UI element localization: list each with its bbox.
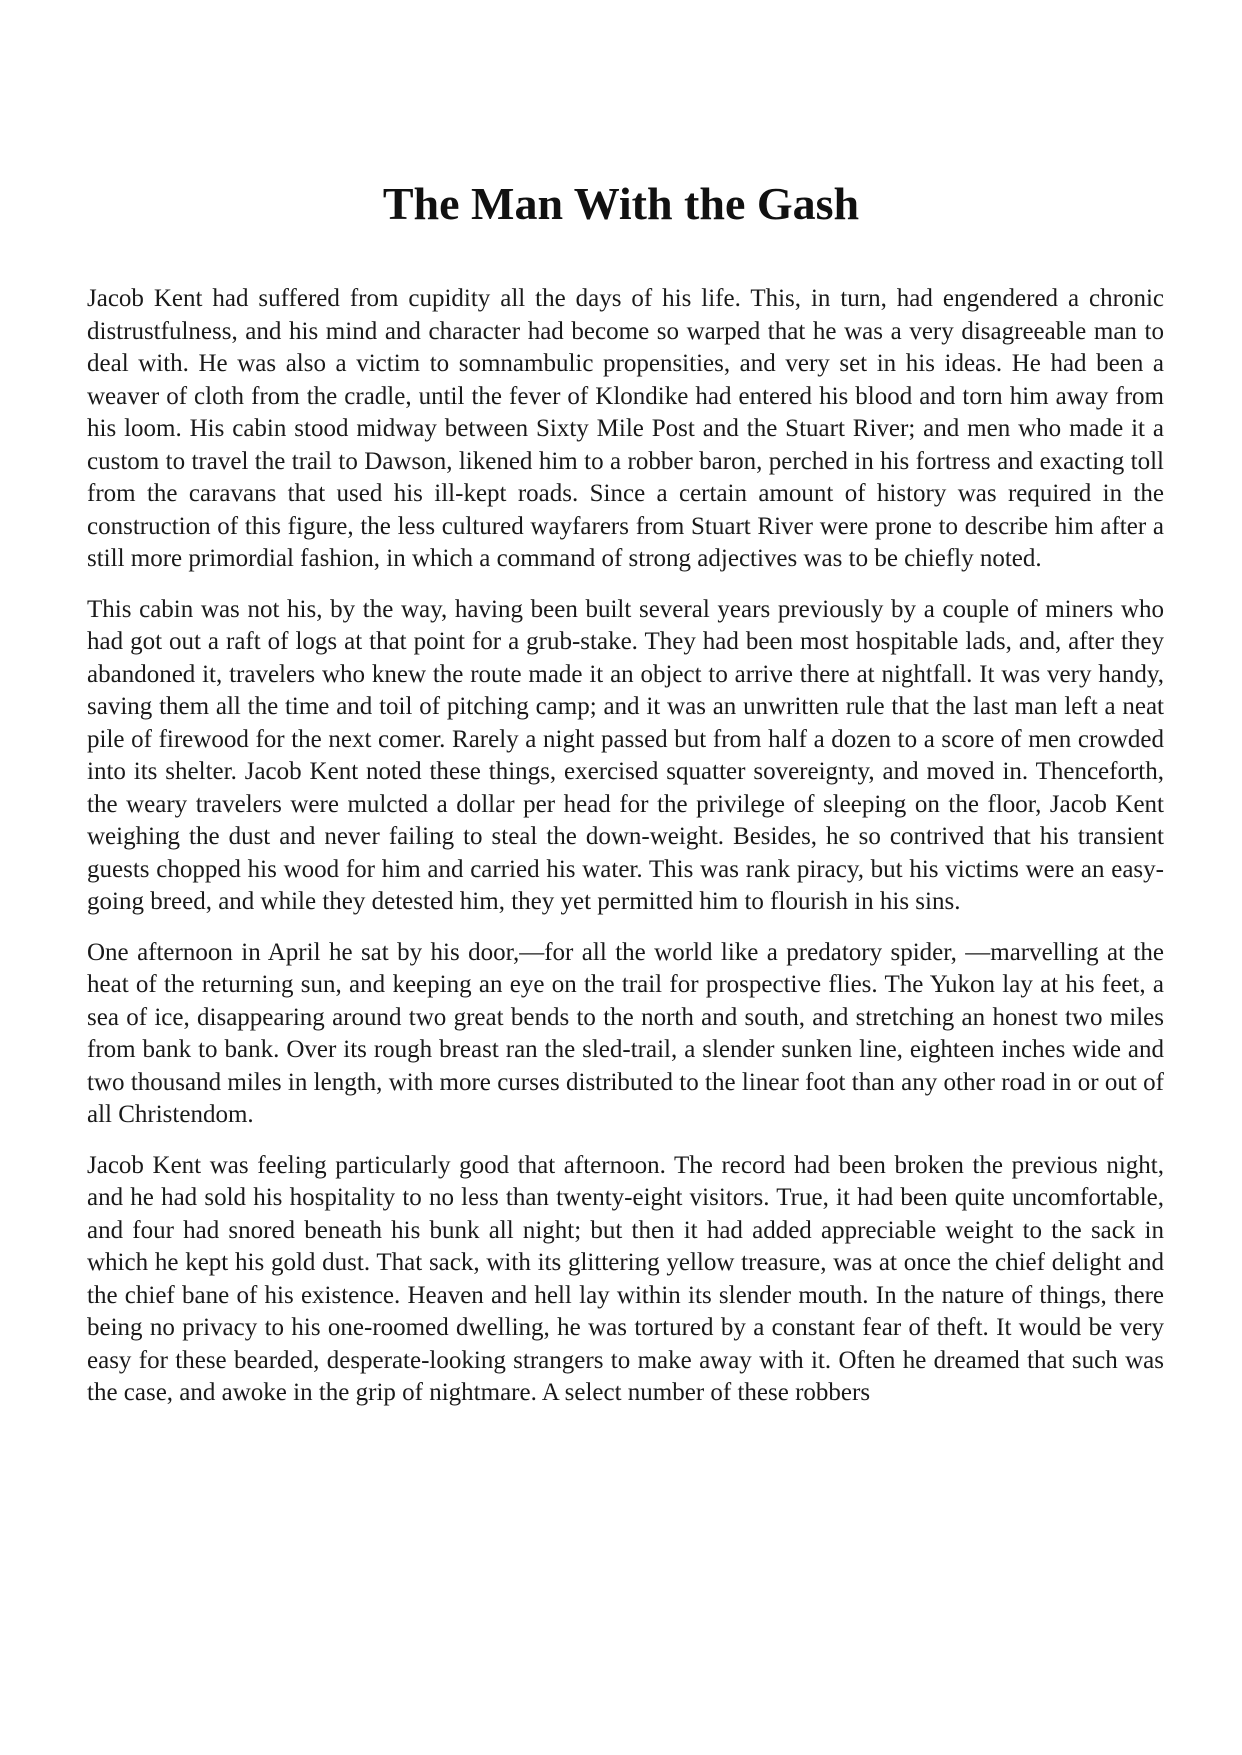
paragraph-4: Jacob Kent was feeling particularly good that afternoon. The record had been broken the previous night, and he had sold his hospitality to no less than twenty-eight visitors. True, it had been quite uncomfortable, and four had snored beneath his bunk all night; but then it had added appreciable weight to the sack in which he kept his gold dust. That sack, with its glittering yellow treasure, was at once the chief delight and the chief bane of his existence. Heaven and hell lay within its slender mouth. In the nature of things, there being no privacy to his one-roomed dwelling, he was tortured by a constant fear of theft. It would be very easy for these bearded, desperate-looking strangers to make away with it. Often he dreamed that such was the case, and awoke in the grip of nightmare. A select number of these robbers (87, 1151, 1164, 1406)
paragraph-3: One afternoon in April he sat by his door,—for all the world like a predatory spider, —marvelling at the heat of the returning sun, and keeping an eye on the trail for prospective flies. The Yukon lay at his feet, a sea of ice, disappearing around two great bends to the north and south, and stretching an honest two miles from bank to bank. Over its rough breast ran the sled-trail, a slender sunken line, eighteen inches wide and two thousand miles in length, with more curses distributed to the linear foot than any other road in or out of all Christendom. (87, 938, 1164, 1128)
paragraph-2: This cabin was not his, by the way, having been built several years previously by a couple of miners who had got out a raft of logs at that point for a grub-stake. They had been most hospitable lads, and, after they abandoned it, travelers who knew the route made it an object to arrive there at nightfall. It was very handy, saving them all the time and toil of pitching camp; and it was an unwritten rule that the last man left a neat pile of firewood for the next comer. Rarely a night passed but from half a dozen to a score of men crowded into its shelter. Jacob Kent noted these things, exercised squatter sovereignty, and moved in. Thenceforth, the weary travelers were mulcted a dollar per head for the privilege of sleeping on the floor, Jacob Kent weighing the dust and never failing to steal the down-weight. Besides, he so contrived that his transient guests chopped his wood for him and carried his water. This was rank piracy, but his victims were an easy-going breed, and while they detested him, they yet permitted him to flourish in his sins. (87, 595, 1164, 915)
paragraph-1: Jacob Kent had suffered from cupidity all the days of his life. This, in turn, had engendered a chronic distrustfulness, and his mind and character had become so warped that he was a very disagreeable man to deal with. He was also a victim to somnambulic propensities, and very set in his ideas. He had been a weaver of cloth from the cradle, until the fever of Klondike had entered his blood and torn him away from his loom. His cabin stood midway between Sixty Mile Post and the Stuart River; and men who made it a custom to travel the trail to Dawson, likened him to a robber baron, perched in his fortress and exacting toll from the caravans that used his ill-kept roads. Since a certain amount of history was required in the construction of this figure, the less cultured wayfarers from Stuart River were prone to describe him after a still more primordial fashion, in which a command of strong adjectives was to be chiefly noted. (87, 285, 1164, 572)
page-title: The Man With the Gash (382, 178, 860, 229)
document-body (87, 283, 1164, 1428)
